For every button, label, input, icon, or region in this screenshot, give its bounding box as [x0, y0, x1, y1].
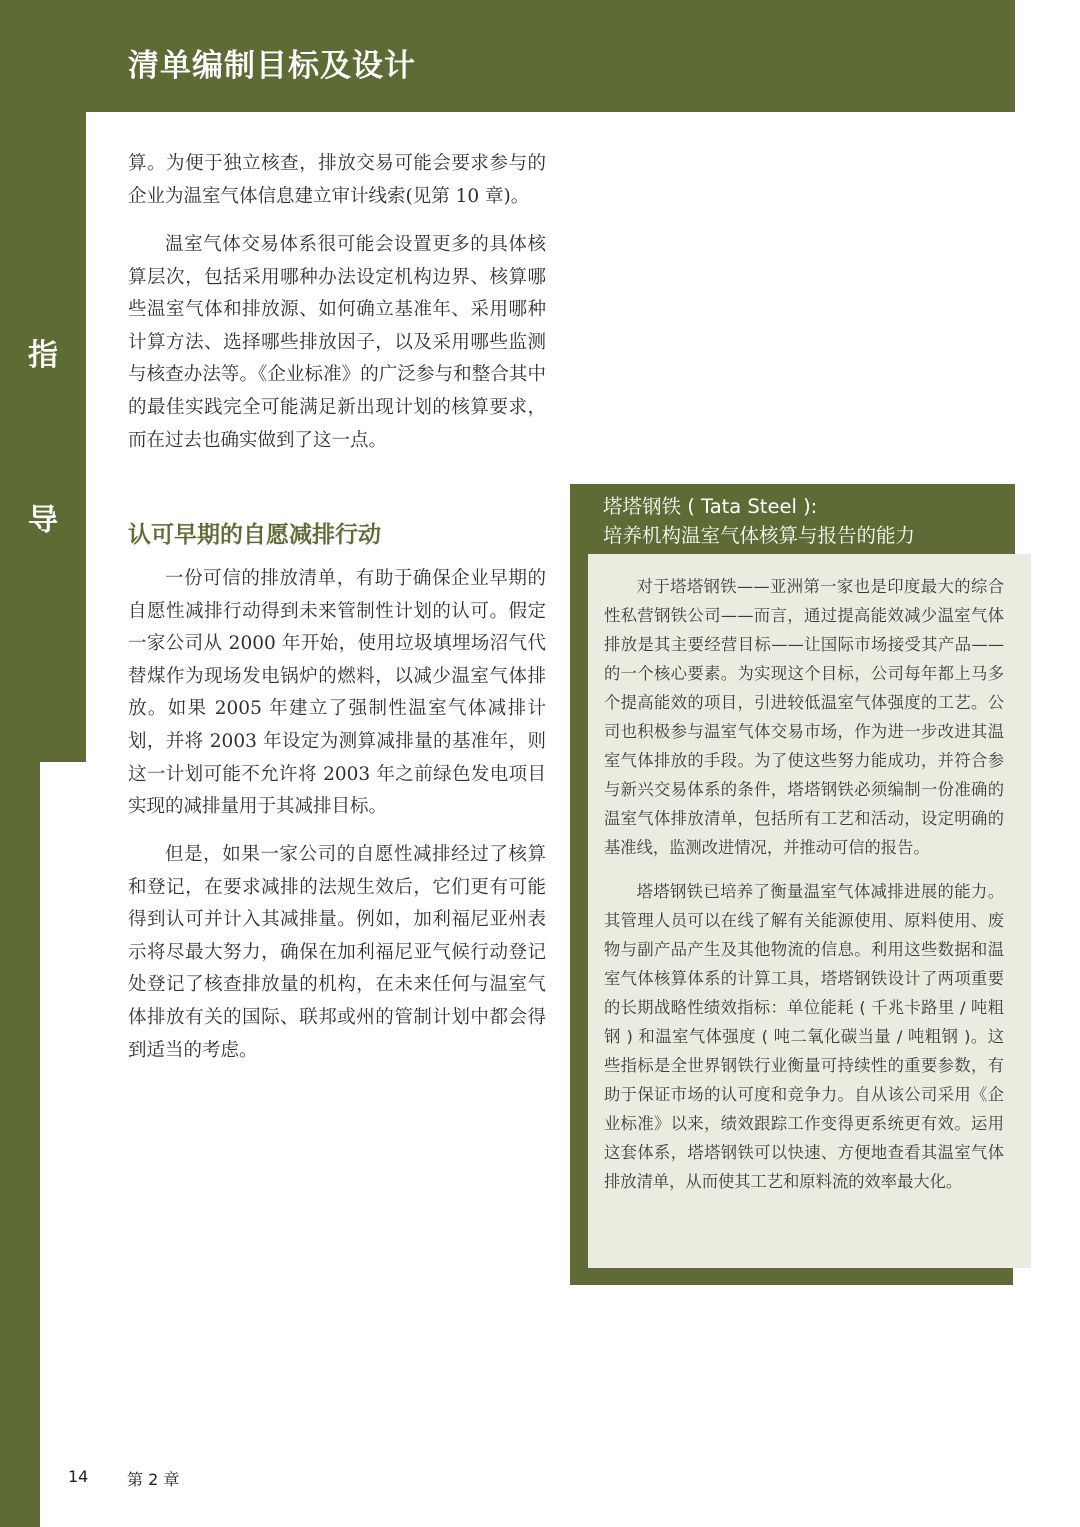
sidebar-title-line-2: 培养机构温室气体核算与报告的能力 — [603, 524, 916, 547]
paragraph-text: 但是，如果一家公司的自愿性减排经过了核算和登记，在要求减排的法规生效后，它们更有可能得到认可并计入其减排量。例如，加利福尼亚州表示将尽最大努力，确保在加利福尼亚气候行动登记处登记了核查排放量的机构，在未来任何与温室气体排放有关的国际、联邦或州的管制计划中都会得到适当的考虑。 — [128, 844, 546, 1061]
main-paragraph-4 — [128, 839, 546, 1067]
sidebar-paragraph-2: 塔塔钢铁已培养了衡量温室气体减排进展的能力。其管理人员可以在线了解有关能源使用、原料使用、废物与副产品产生及其他物流的信息。利用这些数据和温室气体核算体系的计算工具，塔塔钢铁设计了两项重要的长期战略性绩效指标：单位能耗 ( 千兆卡路里 / 吨粗钢 ) 和温室气体强度 ( 吨二氧化碳当量 / 吨粗钢 )。这些指标是全世界钢铁行业衡量可持续性的重要参数，有助于保证市场的认可度和竞争力。自从该公司采用《企业标准》以来，绩效跟踪工作变得更系统更有效。运用这套体系，塔塔钢铁可以快速、方便地查看其温室气体排放清单，从而使其工艺和原料流的效率最大化。 — [604, 882, 1004, 1191]
section-heading: 认可早期的自愿减排行动 — [128, 522, 381, 548]
paragraph-text: 算。为便于独立核查，排放交易可能会要求参与的企业为温室气体信息建立审计线索(见第 10 章)。 — [128, 153, 546, 207]
paragraph-text: 一份可信的排放清单，有助于确保企业早期的自愿性减排行动得到未来管制性计划的认可。假定一家公司从 2000 年开始，使用垃圾填埋场沼气代替煤作为现场发电锅炉的燃料，以减少温室气体排放。如果 2005 年建立了强制性温室气体减排计划，并将 2003 年设定为测算减排量的基准年，则这一计划可能不允许将 2003 年之前绿色发电项目实现的减排量用于其减排目标。 — [128, 568, 546, 818]
page-title: 清单编制目标及设计 — [128, 48, 416, 84]
sidebar-content — [604, 572, 1004, 1196]
main-paragraph-3 — [128, 563, 546, 824]
side-tab-char-1: 指 — [28, 338, 58, 373]
side-tab — [0, 112, 86, 762]
sidebar-title-line-1: 塔塔钢铁 ( Tata Steel ): — [603, 495, 818, 518]
sidebar-title — [603, 492, 915, 550]
main-paragraph-2 — [128, 229, 546, 457]
page-number: 14 — [68, 1467, 89, 1486]
sidebar-paragraph-1: 对于塔塔钢铁——亚洲第一家也是印度最大的综合性私营钢铁公司——而言，通过提高能效减少温室气体排放是其主要经营目标——让国际市场接受其产品——的一个核心要素。为实现这个目标，公司每年都上马多个提高能效的项目，引进较低温室气体强度的工艺。公司也积极参与温室气体交易市场，作为进一步改进其温室气体排放的手段。为了使这些努力能成功，并符合参与新兴交易体系的条件，塔塔钢铁必须编制一份准确的温室气体排放清单，包括所有工艺和活动，设定明确的基准线，监测改进情况，并推动可信的报告。 — [604, 577, 1004, 857]
paragraph-text: 温室气体交易体系很可能会设置更多的具体核算层次，包括采用哪种办法设定机构边界、核算哪些温室气体和排放源、如何确立基准年、采用哪种计算方法、选择哪些排放因子，以及采用哪些监测与核查办法等。《企业标准》的广泛参与和整合其中的最佳实践完全可能满足新出现计划的核算要求，而在过去也确实做到了这一点。 — [128, 234, 546, 451]
side-strip — [0, 762, 40, 1527]
side-tab-char-2: 导 — [28, 503, 58, 538]
chapter-label: 第 2 章 — [127, 1470, 180, 1489]
main-paragraph-1 — [128, 148, 546, 213]
